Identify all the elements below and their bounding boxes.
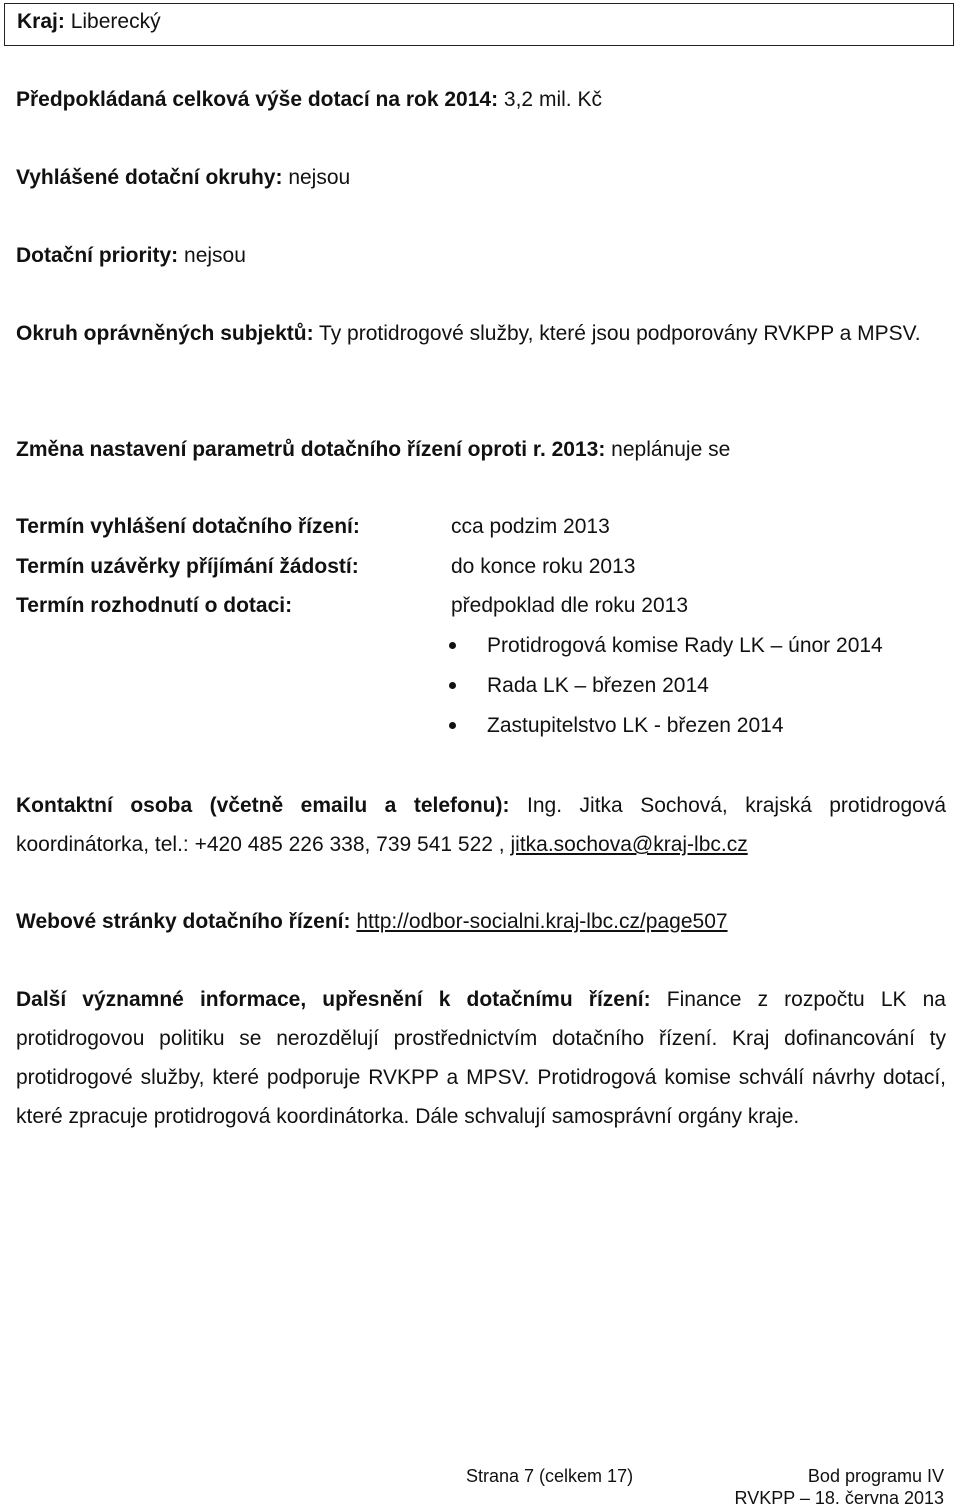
footer-date: RVKPP – 18. června 2013 [734, 1488, 944, 1508]
step-text: Rada LK – březen 2014 [487, 674, 709, 697]
region-header [4, 3, 954, 46]
contact-value: Ing. Jitka Sochová, krajská protidrogová koordinátorka, tel.: +420 485 226 338, 739 541 522 , [16, 794, 946, 856]
bullet-icon [449, 642, 456, 649]
budget-value: 3,2 mil. Kč [503, 88, 602, 111]
eligible-value: Ty protidrogové služby, které jsou podporovány RVKPP a MPSV. [319, 322, 921, 345]
deadline-label: Termín uzávěrky příjímání žádostí: [16, 555, 359, 578]
contact-paragraph [16, 786, 946, 864]
info-paragraph [16, 980, 946, 1136]
info-label: Další významné informace, upřesnění k dotačnímu řízení: [16, 988, 651, 1011]
eligible-paragraph [16, 314, 946, 353]
list-item [447, 626, 883, 666]
deadline-label: Termín vyhlášení dotačního řízení: [16, 515, 360, 538]
priorities-value: nejsou [184, 244, 246, 267]
contact-label: Kontaktní osoba (včetně emailu a telefonu): [16, 794, 510, 817]
eligible-label: Okruh oprávněných subjektů: [16, 322, 314, 345]
deadline-row [16, 507, 946, 546]
grant-areas-label: Vyhlášené dotační okruhy: [16, 166, 283, 189]
change-line [16, 430, 946, 469]
region-value: Liberecký [70, 10, 161, 33]
deadline-row [16, 586, 946, 625]
deadline-value: cca podzim 2013 [451, 515, 610, 538]
footer-meta [735, 1465, 944, 1509]
bullet-icon [449, 722, 456, 729]
change-value: neplánuje se [611, 438, 731, 461]
contact-email-link[interactable]: jitka.sochova@kraj-lbc.cz [510, 833, 748, 856]
step-text: Protidrogová komise Rady LK – únor 2014 [487, 634, 883, 657]
website-line [16, 902, 946, 941]
decision-steps-list [447, 626, 883, 746]
website-link[interactable]: http://odbor-socialni.kraj-lbc.cz/page507 [356, 910, 728, 933]
bullet-icon [449, 682, 456, 689]
region-label: Kraj: [17, 10, 65, 33]
footer-page-number: Strana 7 (celkem 17) [466, 1466, 634, 1486]
deadline-value: předpoklad dle roku 2013 [451, 594, 689, 617]
list-item [447, 706, 883, 746]
step-text: Zastupitelstvo LK - březen 2014 [487, 714, 784, 737]
deadline-row [16, 547, 946, 586]
change-label: Změna nastavení parametrů dotačního řízení oproti r. 2013: [16, 438, 606, 461]
budget-label: Předpokládaná celková výše dotací na rok 2014: [16, 88, 499, 111]
budget-line [16, 80, 946, 119]
deadline-label: Termín rozhodnutí o dotaci: [16, 594, 293, 617]
deadline-value: do konce roku 2013 [451, 555, 636, 578]
priorities-line [16, 236, 946, 275]
grant-areas-value: nejsou [288, 166, 351, 189]
priorities-label: Dotační priority: [16, 244, 179, 267]
list-item [447, 666, 883, 706]
website-label: Webové stránky dotačního řízení: [16, 910, 351, 933]
info-value: Finance z rozpočtu LK na protidrogovou politiku se nerozdělují prostřednictvím dotačního řízení. Kraj dofinancování ty protidrogové služby, které podporuje RVKPP a MPSV. Protidrogová komise schválí návrhy dotací, které zpracuje protidrogová koordinátorka. Dále schvalují samosprávní orgány kraje. [16, 988, 946, 1128]
footer-item: Bod programu IV [807, 1466, 944, 1486]
grant-areas-line [16, 158, 946, 197]
